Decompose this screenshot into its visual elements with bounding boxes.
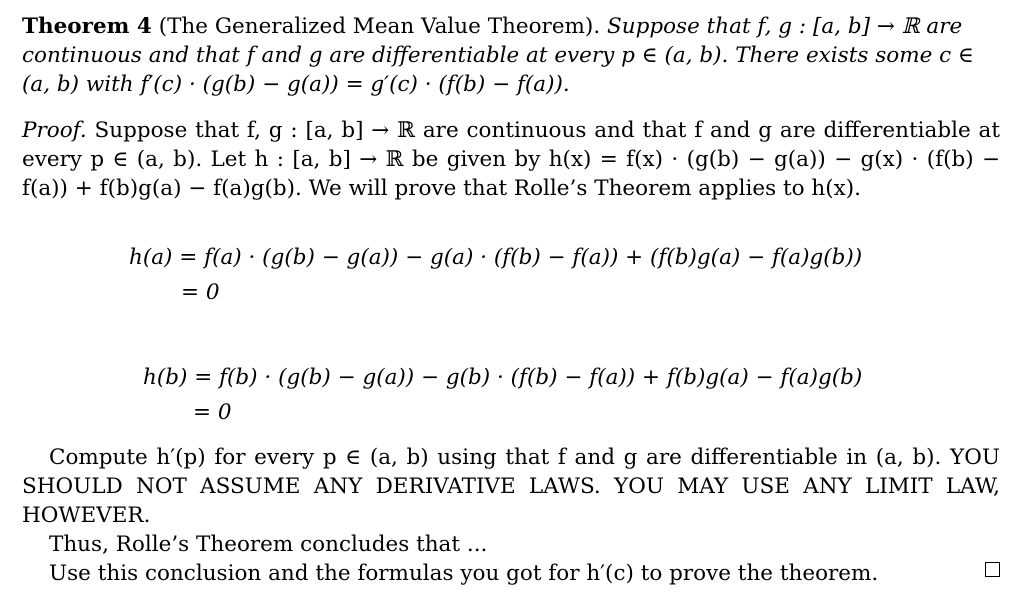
rolle-conclusion-step: Thus, Rolle’s Theorem concludes that ... (49, 532, 488, 557)
theorem-block (22, 12, 1000, 99)
equation-h-of-a: h(a) = f(a) · (g(b) − g(a)) − g(a) · (f(b) − f(a)) + (f(b)g(a) − f(a)g(b)) (129, 245, 863, 270)
theorem-name: (The Generalized Mean Value Theorem). (158, 14, 601, 39)
proof-block (22, 116, 1007, 203)
theorem-label: Theorem 4 (22, 14, 152, 39)
qed-symbol (985, 562, 1000, 577)
final-step: Use this conclusion and the formulas you got for h′(c) to prove the theorem. (49, 561, 879, 586)
equation-h-of-b-result: = 0 (193, 400, 232, 425)
theorem-statement: Suppose that f, g : [a, b] → ℝ are continuous and that f and g are differentiable at every p ∈ (a, b). There exists some c ∈ (a, b) with f′(c) · (g(b) − g(a)) = g′(c) · (f(b) − f(a)). (22, 14, 981, 97)
compute-step: Compute h′(p) for every p ∈ (a, b) using that f and g are differentiable in (a, b). YOU SHOULD NOT ASSUME ANY DERIVATIVE LAWS. YOU MAY USE ANY LIMIT LAW, HOWEVER. (22, 445, 1007, 528)
equation-h-of-a-result: = 0 (181, 280, 220, 305)
proof-text: Suppose that f, g : [a, b] → ℝ are continuous and that f and g are differentiable at every p ∈ (a, b). Let h : [a, b] → ℝ be given by h(x) = f(x) · (g(b) − g(a)) − g(x) · (f(b) − f(a)) + f(b)g(a) − f(a)g(b). We will prove that Rolle’s Theorem applies to h(x). (22, 118, 1007, 201)
equation-h-of-b: h(b) = f(b) · (g(b) − g(a)) − g(b) · (f(b) − f(a)) + f(b)g(a) − f(a)g(b) (143, 365, 863, 390)
proof-label: Proof. (22, 118, 87, 143)
